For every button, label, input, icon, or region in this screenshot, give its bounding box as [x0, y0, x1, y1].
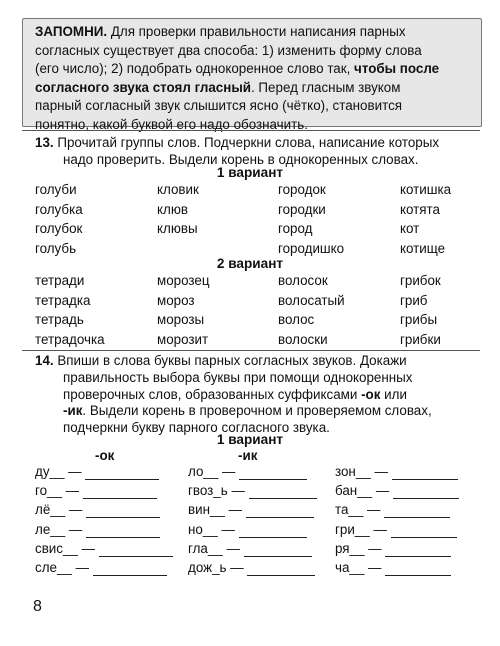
- task13-variant1-title: 1 вариант: [216, 165, 284, 180]
- task14-instructions: [35, 353, 480, 437]
- answer-blank[interactable]: [393, 483, 459, 499]
- fill-in-row: [35, 502, 160, 518]
- dash-separator: —: [218, 464, 240, 479]
- word-stem: ча__: [335, 560, 365, 575]
- answer-blank[interactable]: [93, 560, 167, 576]
- task14-number: 14.: [35, 353, 54, 368]
- rule-line-5: парный согласный звук слышится ясно (чётко), становится: [35, 98, 403, 114]
- dash-separator: —: [64, 464, 86, 479]
- word-cell: грибки: [400, 331, 441, 347]
- dash-separator: —: [372, 483, 393, 499]
- word-cell: голубь: [35, 240, 77, 256]
- task13-number: 13.: [35, 135, 54, 150]
- word-stem: лё__: [35, 502, 66, 518]
- word-stem: ло__: [188, 464, 219, 479]
- word-stem: бан__: [335, 483, 373, 499]
- word-stem: но__: [188, 521, 218, 537]
- rule-box: [22, 18, 482, 132]
- task14-line-3-end: или: [380, 386, 407, 402]
- dash-separator: —: [364, 560, 386, 575]
- answer-blank[interactable]: [247, 560, 315, 576]
- word-stem: свис__: [35, 540, 78, 556]
- word-stem: та__: [335, 502, 364, 518]
- dash-separator: —: [65, 521, 86, 537]
- rule-line-4: . Перед гласным звуком: [250, 79, 401, 95]
- word-stem: го__: [35, 483, 62, 499]
- dash-separator: —: [222, 540, 244, 556]
- answer-blank[interactable]: [99, 541, 173, 557]
- dash-separator: —: [370, 464, 392, 479]
- dash-separator: —: [226, 560, 248, 575]
- dash-separator: —: [224, 502, 246, 518]
- fill-in-row: [335, 502, 450, 518]
- fill-in-row: [188, 483, 317, 499]
- suffix-ok-header: -ок: [95, 448, 115, 463]
- task13-variant2-title: 2 вариант: [216, 256, 284, 271]
- task14-variant-title: 1 вариант: [216, 432, 284, 447]
- word-cell: морозец: [157, 273, 210, 288]
- word-cell: клювы: [157, 221, 198, 237]
- task13-line-1: Прочитай группы слов. Подчеркни слова, написание которых: [57, 135, 440, 150]
- rule-line-1: Для проверки правильности написания парных: [107, 24, 406, 39]
- fill-in-row: [188, 502, 314, 518]
- fill-in-row: [335, 541, 451, 557]
- dash-separator: —: [77, 540, 99, 556]
- word-cell: волоски: [278, 331, 328, 347]
- word-cell: кот: [400, 221, 420, 237]
- word-cell: голубка: [35, 201, 83, 217]
- fill-in-row: [335, 560, 451, 576]
- word-cell: морозит: [157, 331, 209, 347]
- answer-blank[interactable]: [249, 483, 317, 499]
- rule-line-3: (его число); 2) подобрать однокоренное слово так,: [35, 61, 351, 77]
- answer-blank[interactable]: [86, 522, 160, 538]
- word-cell: грибок: [400, 273, 441, 288]
- word-cell: кловик: [157, 182, 199, 197]
- word-stem: дож_ь: [188, 560, 227, 575]
- word-stem: ле__: [35, 521, 66, 537]
- section-divider: [22, 350, 480, 351]
- word-cell: городишко: [278, 240, 345, 256]
- word-cell: клюв: [157, 201, 188, 217]
- task14-line-2: правильность выбора буквы при помощи однокоренных: [63, 369, 413, 385]
- fill-in-row: [335, 464, 458, 480]
- word-cell: тетрадочка: [35, 331, 105, 347]
- rule-line-2: согласных существует два способа: 1) изменить форму слова: [35, 42, 422, 58]
- answer-blank[interactable]: [246, 502, 314, 518]
- answer-blank[interactable]: [86, 502, 160, 518]
- task14-line-3: проверочных слов, образованных суффиксами: [63, 386, 358, 402]
- dash-separator: —: [364, 540, 386, 556]
- word-stem: зон__: [335, 464, 371, 479]
- answer-blank[interactable]: [385, 560, 451, 576]
- word-cell: котишка: [400, 182, 452, 197]
- fill-in-row: [35, 464, 159, 480]
- task13-line-2: надо проверить. Выдели корень в однокоренных словах.: [63, 151, 419, 167]
- fill-in-row: [335, 522, 457, 538]
- answer-blank[interactable]: [239, 464, 307, 480]
- task14-line-4: . Выдели корень в проверочном и проверяемом словах,: [82, 403, 432, 419]
- fill-in-row: [188, 560, 315, 576]
- page-number: 8: [33, 598, 42, 615]
- word-cell: тетрадка: [35, 292, 91, 308]
- word-cell: волос: [278, 312, 315, 328]
- task13-instructions: [35, 135, 480, 169]
- word-cell: мороз: [157, 292, 195, 308]
- suffix-ik-header: -ик: [238, 448, 258, 463]
- word-cell: город: [278, 221, 313, 237]
- task14-suffix-ok: -ок: [361, 386, 381, 402]
- fill-in-row: [35, 522, 160, 538]
- rule-line-3-bold: чтобы после: [350, 61, 440, 77]
- rule-line-4-bold: согласного звука стоял гласный: [35, 79, 251, 95]
- word-cell: морозы: [157, 312, 205, 328]
- word-cell: грибы: [400, 312, 438, 328]
- word-cell: котище: [400, 240, 446, 256]
- word-stem: сле__: [35, 560, 72, 575]
- task14-line-1: Впиши в слова буквы парных согласных звуков. Докажи: [57, 353, 407, 368]
- dash-separator: —: [217, 521, 239, 537]
- word-cell: волосок: [278, 273, 328, 288]
- word-stem: ря__: [335, 540, 365, 556]
- answer-blank[interactable]: [85, 464, 159, 480]
- answer-blank[interactable]: [391, 522, 457, 538]
- word-cell: тетради: [35, 273, 85, 288]
- fill-in-row: [335, 483, 459, 499]
- answer-blank[interactable]: [385, 541, 451, 557]
- fill-in-row: [188, 464, 307, 480]
- word-cell: городок: [278, 182, 326, 197]
- word-stem: гла__: [188, 540, 223, 556]
- answer-blank[interactable]: [239, 522, 307, 538]
- rule-text: [35, 23, 471, 135]
- answer-blank[interactable]: [384, 502, 450, 518]
- fill-in-row: [35, 483, 157, 499]
- word-cell: голуби: [35, 182, 77, 197]
- word-cell: котята: [400, 201, 440, 217]
- section-divider: [22, 130, 480, 131]
- word-cell: волосатый: [278, 292, 345, 308]
- fill-in-row: [35, 560, 167, 576]
- answer-blank[interactable]: [83, 483, 157, 499]
- task14-suffix-ik: -ик: [63, 403, 83, 419]
- word-cell: тетрадь: [35, 312, 84, 328]
- answer-blank[interactable]: [244, 541, 312, 557]
- dash-separator: —: [71, 560, 93, 575]
- rule-label: ЗАПОМНИ.: [35, 24, 108, 39]
- word-stem: ду__: [35, 464, 65, 479]
- dash-separator: —: [369, 521, 391, 537]
- word-cell: голубок: [35, 221, 83, 237]
- dash-separator: —: [65, 502, 86, 518]
- word-cell: гриб: [400, 292, 428, 308]
- dash-separator: —: [227, 483, 249, 499]
- dash-separator: —: [61, 483, 83, 499]
- answer-blank[interactable]: [392, 464, 458, 480]
- task14-line-5: подчеркни букву парного согласного звука.: [63, 420, 330, 436]
- word-stem: гвоз_ь: [188, 483, 228, 499]
- rule-line-6: понятно, какой буквой его надо обозначить.: [35, 116, 308, 132]
- word-cell: городки: [278, 201, 326, 217]
- dash-separator: —: [363, 502, 385, 518]
- fill-in-row: [188, 522, 307, 538]
- word-stem: гри__: [335, 521, 370, 537]
- word-stem: вин__: [188, 502, 225, 518]
- fill-in-row: [188, 541, 312, 557]
- fill-in-row: [35, 541, 173, 557]
